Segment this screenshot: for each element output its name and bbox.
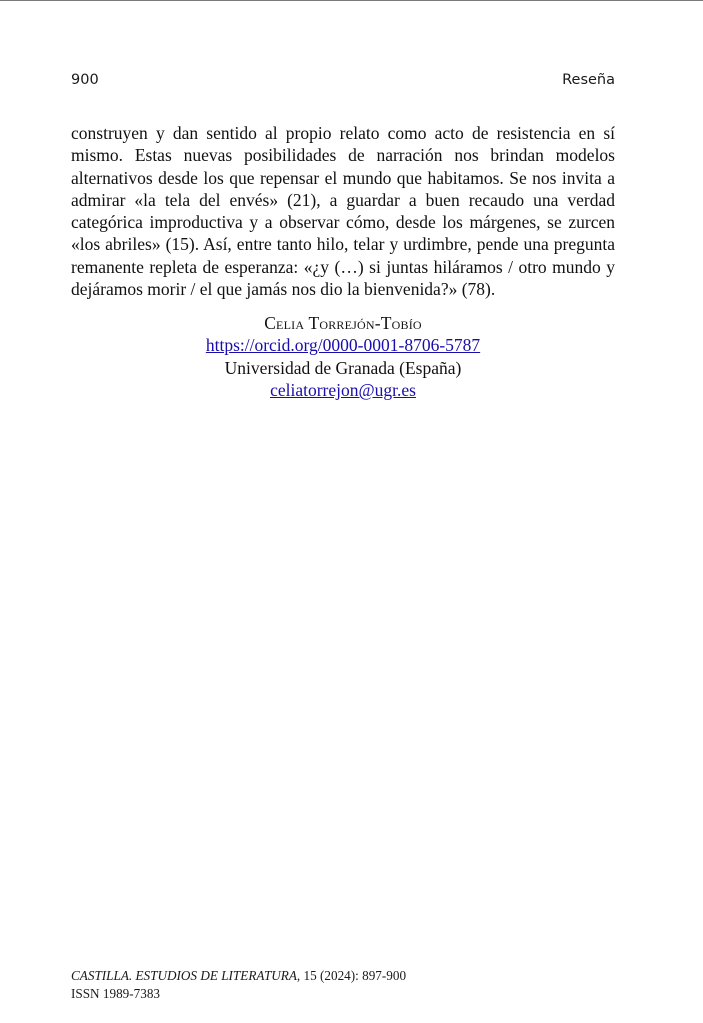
author-name: Celia Torrejón-Tobío	[264, 313, 422, 333]
section-label: Reseña	[562, 72, 615, 88]
running-header	[71, 72, 615, 92]
author-affiliation: Universidad de Granada (España)	[224, 357, 462, 378]
journal-citation: , 15 (2024): 897-900	[296, 968, 407, 983]
journal-title: CASTILLA. ESTUDIOS DE LITERATURA	[71, 968, 297, 983]
email-line	[71, 379, 615, 401]
email-link[interactable]: celiatorrejon@ugr.es	[270, 379, 416, 400]
issn: ISSN 1989-7383	[71, 986, 161, 1001]
body-paragraph: construyen y dan sentido al propio relato como acto de resistencia en sí mismo. Estas nuevas posibilidades de narración nos brindan modelos alternativos desde los que repensar el mundo que habitamos. Se nos invita a admirar «la tela del envés» (21), a guardar a buen recaudo una verdad categórica improductiva y a observar cómo, desde los márgenes, se zurcen «los abriles» (15). Así, entre tanto hilo, telar y urdimbre, pende una pregunta remanente repleta de esperanza: «¿y (…) si juntas hiláramos / otro mundo y dejáramos morir / el que jamás nos dio la bienvenida?» (78).	[71, 123, 615, 300]
author-signature	[71, 312, 615, 401]
orcid-line	[71, 334, 615, 356]
page-footer	[71, 967, 615, 1003]
page-number: 900	[71, 72, 99, 88]
top-border-line	[0, 0, 703, 1]
journal-citation-line	[71, 967, 615, 985]
orcid-link[interactable]: https://orcid.org/0000-0001-8706-5787	[205, 335, 481, 356]
